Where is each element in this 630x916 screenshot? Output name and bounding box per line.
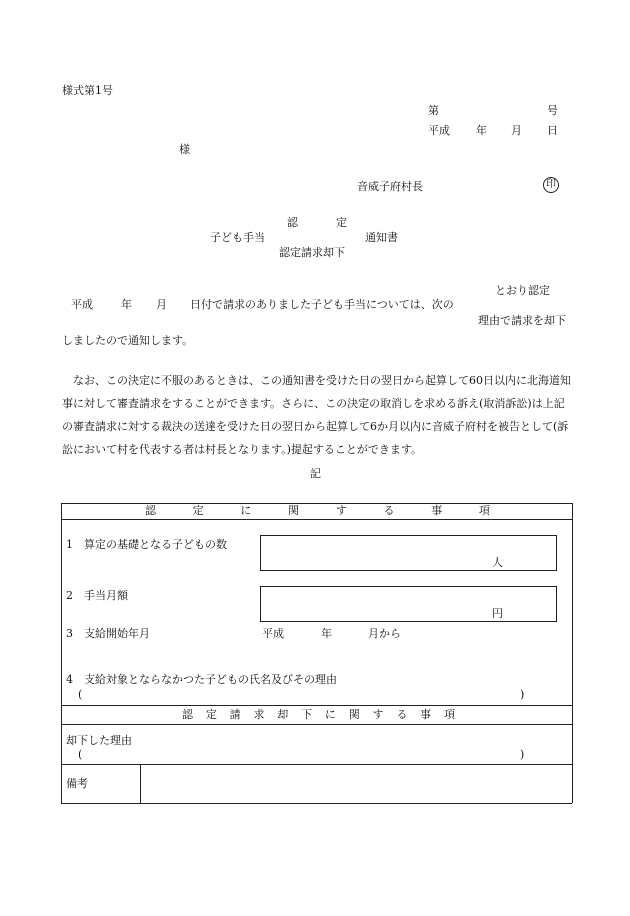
section1-header-char: す <box>335 504 347 517</box>
item4-open-paren: ( <box>78 688 83 701</box>
body1-era: 平成 <box>71 298 93 311</box>
date-year: 年 <box>476 124 487 137</box>
section2-header-char: る <box>396 708 408 721</box>
reason-open-paren: ( <box>78 748 83 761</box>
section2-header-char: 認 <box>182 708 193 721</box>
remarks-label: 備考 <box>66 777 88 790</box>
date-month: 月 <box>511 124 522 137</box>
item3-label: 3 支給開始年月 <box>66 627 150 640</box>
body1-month: 月 <box>156 298 167 311</box>
item2-field[interactable] <box>260 586 557 622</box>
table-bottom-border <box>61 803 572 804</box>
date-day: 日 <box>547 124 558 137</box>
body1-closing: しましたので通知します。 <box>62 334 194 347</box>
section1-header-char: 認 <box>145 504 156 517</box>
body1-year: 年 <box>121 298 132 311</box>
section2-header-char: 事 <box>420 708 432 721</box>
item3-month-from: 月から <box>368 627 401 640</box>
title-right: 通知書 <box>365 231 398 244</box>
seal-mark: 印 <box>543 177 559 193</box>
section2-header-char: 項 <box>443 708 455 721</box>
body1-lower-right: 理由で請求を却下 <box>478 314 566 327</box>
item2-label: 2 手当月額 <box>66 589 128 602</box>
body1-upper-right: とおり認定 <box>495 284 550 297</box>
title-left: 子ども手当 <box>210 231 265 244</box>
section2-header-char: 関 <box>348 708 360 721</box>
section2-header-char: 請 <box>229 708 241 721</box>
section2-header-char: に <box>324 708 336 721</box>
item1-label: 1 算定の基礎となる子どもの数 <box>66 538 227 551</box>
remarks-divider <box>140 764 141 803</box>
issuer-name: 音威子府村長 <box>357 180 423 193</box>
item3-era: 平成 <box>262 627 284 640</box>
reason-label: 却下した理由 <box>66 734 132 747</box>
section1-header-char: 定 <box>192 504 204 517</box>
section2-header-char: 却 <box>277 708 289 721</box>
item4-label: 4 支給対象とならなかつた子どもの氏名及びその理由 <box>66 673 337 686</box>
body2-paragraph: なお、この決定に不服のあるときは、この通知書を受けた日の翌日から起算して60日以内に北海道知事に対して審査請求をすることができます。さらに、この決定の取消しを求める訴え(取消訴訟)は上記の審査請求に対する裁決の送達を受けた日の翌日から起算して6か月以内に音威子府村を被告として(訴訟において村を代表する者は村長となります。)提起することができます。 <box>62 374 571 456</box>
date-era: 平成 <box>428 124 450 137</box>
section1-header-char: 関 <box>288 504 300 517</box>
section2-header-char: 定 <box>205 708 217 721</box>
remarks-top-divider <box>61 764 572 765</box>
title-bottom: 認定請求却下 <box>279 246 345 259</box>
item3-year: 年 <box>321 627 332 640</box>
table-left-border <box>61 503 62 803</box>
section2-header-char: 求 <box>253 708 265 721</box>
addressee-suffix: 様 <box>179 143 190 156</box>
doc-number-prefix: 第 <box>428 104 439 117</box>
section1-header-char: に <box>240 504 252 517</box>
remarks-field[interactable] <box>142 766 570 801</box>
title-tei: 定 <box>336 216 347 229</box>
section2-header-divider <box>61 724 572 725</box>
section2-header-char: す <box>372 708 384 721</box>
section1-header-divider <box>61 519 572 520</box>
item4-close-paren: ) <box>520 688 525 701</box>
item1-field[interactable] <box>260 535 557 571</box>
doc-number-suffix: 号 <box>547 104 558 117</box>
table-right-border <box>572 503 573 803</box>
section2-header <box>182 708 455 722</box>
ki-heading: 記 <box>310 467 321 480</box>
section1-header-char: 事 <box>431 504 443 517</box>
item1-unit: 人 <box>492 556 503 569</box>
section1-header-char: る <box>383 504 395 517</box>
form-number: 様式第1号 <box>62 84 113 97</box>
body1-main: 日付で請求のありました子ども手当については、次の <box>190 298 454 311</box>
section2-header-char: 下 <box>301 708 313 721</box>
reason-close-paren: ) <box>520 748 525 761</box>
item2-unit: 円 <box>492 607 503 620</box>
section1-header-char: 項 <box>478 504 490 517</box>
section1-header <box>145 504 490 518</box>
title-nin: 認 <box>287 216 298 229</box>
section2-top-divider <box>61 705 572 706</box>
